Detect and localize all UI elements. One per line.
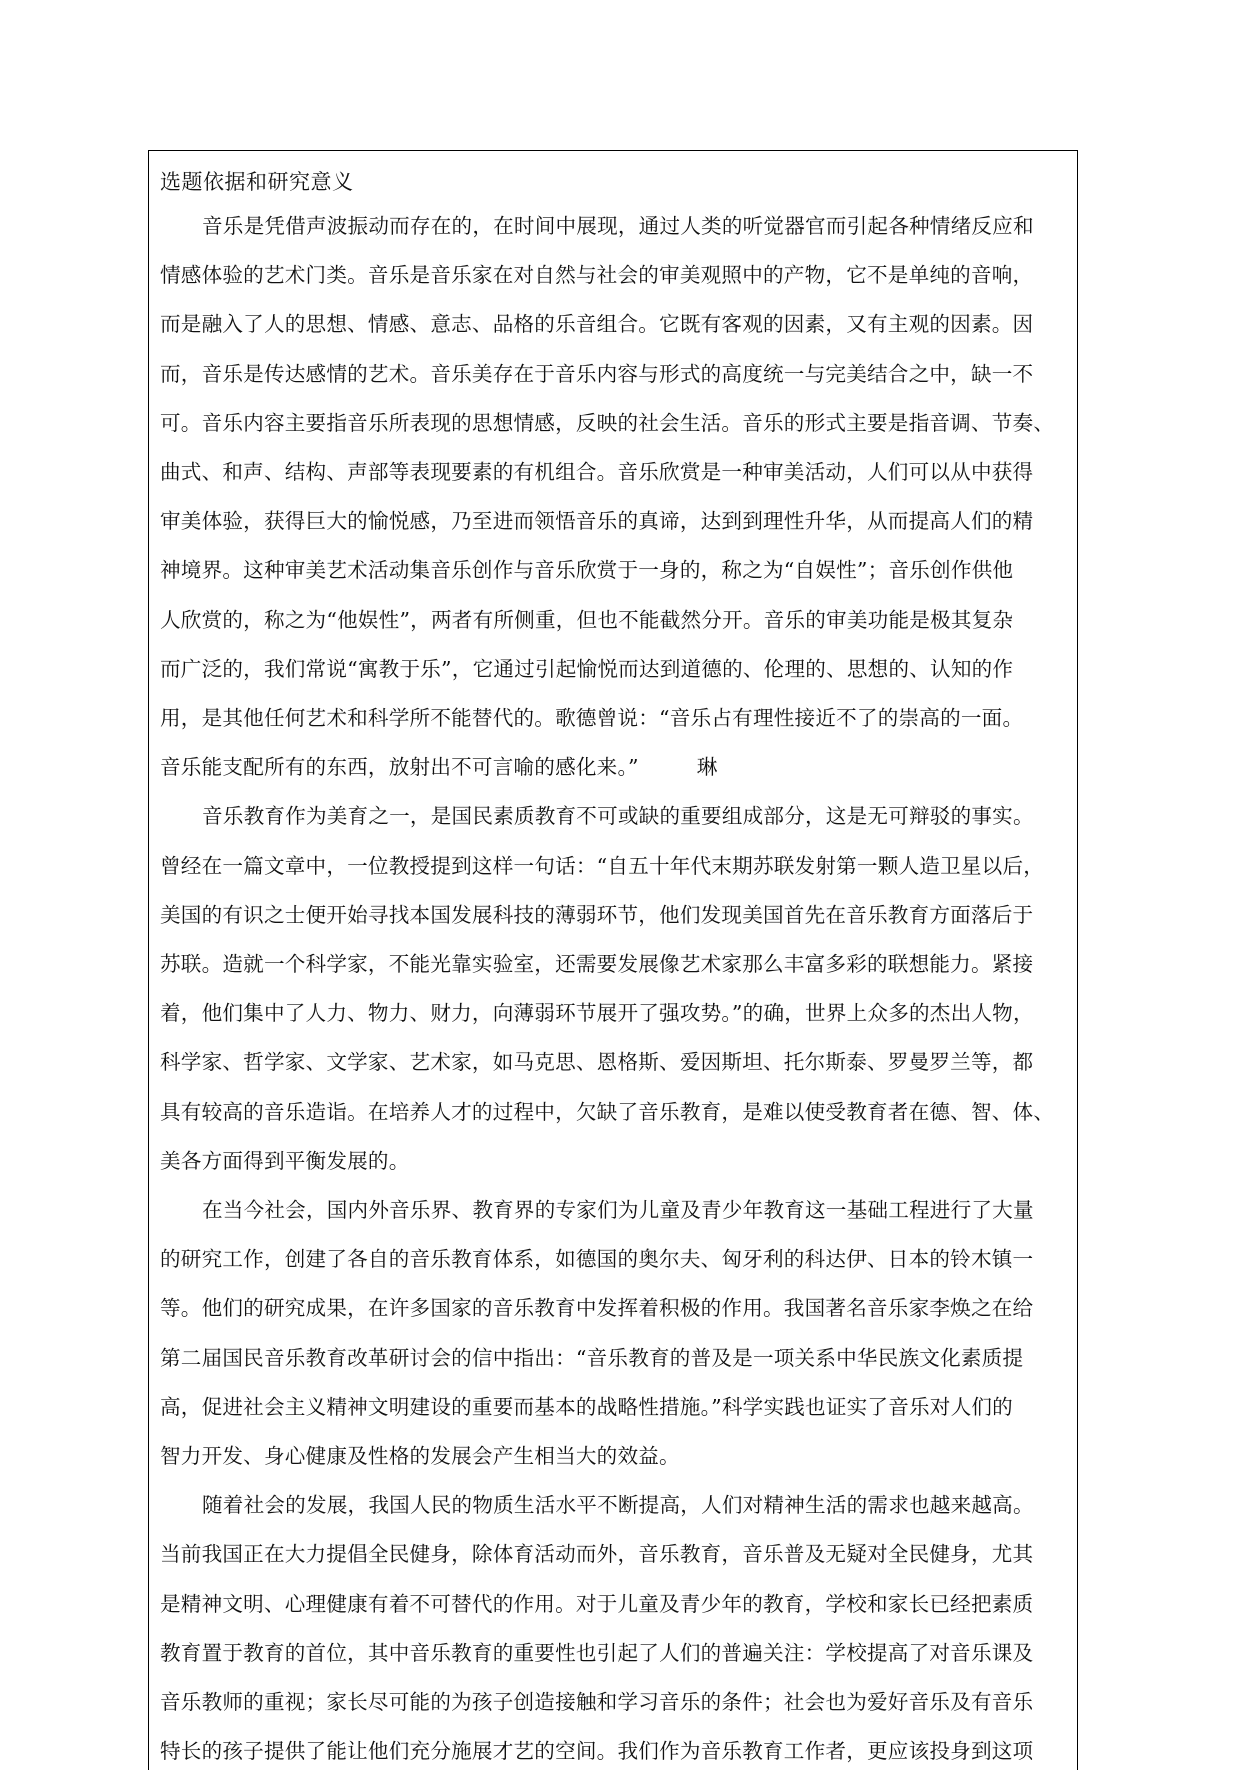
paragraph-line: 是精神文明、心理健康有着不可替代的作用。对于儿童及青少年的教育，学校和家长已经把素质 (160, 1591, 1034, 1616)
paragraph-line: 曲式、和声、结构、声部等表现要素的有机组合。音乐欣赏是一种审美活动，人们可以从中获得 (160, 460, 1034, 485)
paragraph-line: 等。他们的研究成果，在许多国家的音乐教育中发挥着积极的作用。我国著名音乐家李焕之在给 (160, 1296, 1034, 1321)
paragraph-line: 美各方面得到平衡发展的。 (160, 1148, 410, 1173)
tail-mark: 琳 (696, 755, 718, 780)
paragraph-1 (160, 202, 1078, 792)
paragraph-line: 当前我国正在大力提倡全民健身，除体育活动而外，音乐教育，音乐普及无疑对全民健身，尤其 (160, 1542, 1034, 1567)
paragraph-line: 在当今社会，国内外音乐界、教育界的专家们为儿童及青少年教育这一基础工程进行了大量 (202, 1198, 1034, 1223)
paragraph-line: 而是融入了人的思想、情感、意志、品格的乐音组合。它既有客观的因素，又有主观的因素。因 (160, 312, 1034, 337)
paragraph-line: 音乐教育作为美育之一，是国民素质教育不可或缺的重要组成部分，这是无可辩驳的事实。 (202, 804, 1034, 829)
section-title: 选题依据和研究意义 (160, 170, 354, 194)
paragraph-line: 音乐能支配所有的东西，放射出不可言喻的感化来。” 琳 (160, 755, 718, 780)
paragraph-line: 第二届国民音乐教育改革研讨会的信中指出：“音乐教育的普及是一项关系中华民族文化素质提 (160, 1345, 1024, 1370)
paragraph-3 (160, 1186, 1078, 1481)
paragraph-line: 科学家、哲学家、文学家、艺术家，如马克思、恩格斯、爱因斯坦、托尔斯泰、罗曼罗兰等，都 (160, 1050, 1034, 1075)
paragraph-line: 特长的孩子提供了能让他们充分施展才艺的空间。我们作为音乐教育工作者，更应该投身到这项 (160, 1739, 1034, 1764)
paragraph-line: 音乐是凭借声波振动而存在的，在时间中展现，通过人类的听觉器官而引起各种情绪反应和 (202, 214, 1034, 238)
paragraph-line: 可。音乐内容主要指音乐所表现的思想情感，反映的社会生活。音乐的形式主要是指音调、节奏、 (160, 410, 1055, 435)
paragraph-line: 高，促进社会主义精神文明建设的重要而基本的战略性措施。”科学实践也证实了音乐对人们的 (160, 1394, 1013, 1419)
paragraph-line: 神境界。这种审美艺术活动集音乐创作与音乐欣赏于一身的，称之为“自娱性”；音乐创作供他 (160, 558, 1014, 583)
paragraph-line: 具有较高的音乐造诣。在培养人才的过程中，欠缺了音乐教育，是难以使受教育者在德、智、体、 (160, 1099, 1055, 1124)
paragraph-line: 的研究工作，创建了各自的音乐教育体系，如德国的奥尔夫、匈牙利的科达伊、日本的铃木镇一 (160, 1247, 1034, 1272)
paragraph-line: 智力开发、身心健康及性格的发展会产生相当大的效益。 (160, 1444, 680, 1469)
paragraph-line: 用，是其他任何艺术和科学所不能替代的。歌德曾说：“音乐占有理性接近不了的崇高的一面。 (160, 706, 1024, 731)
paragraph-line: 教育置于教育的首位，其中音乐教育的重要性也引起了人们的普遍关注：学校提高了对音乐课及 (160, 1640, 1034, 1665)
document-content (160, 162, 1078, 1777)
paragraph-line: 而，音乐是传达感情的艺术。音乐美存在于音乐内容与形式的高度统一与完美结合之中，缺一不 (160, 361, 1034, 386)
paragraph-2 (160, 792, 1078, 1186)
paragraph-line: 随着社会的发展，我国人民的物质生活水平不断提高，人们对精神生活的需求也越来越高。 (202, 1493, 1034, 1518)
paragraph-4 (160, 1481, 1078, 1776)
paragraph-line: 人欣赏的，称之为“他娱性”，两者有所侧重，但也不能截然分开。音乐的审美功能是极其复杂 (160, 607, 1014, 632)
paragraph-line: 曾经在一篇文章中，一位教授提到这样一句话：“自五十年代末期苏联发射第一颗人造卫星以后， (160, 853, 1045, 878)
paragraph-line: 而广泛的，我们常说“寓教于乐”，它通过引起愉悦而达到道德的、伦理的、思想的、认知的作 (160, 656, 1014, 681)
paragraph-line: 音乐教师的重视；家长尽可能的为孩子创造接触和学习音乐的条件；社会也为爱好音乐及有音乐 (160, 1690, 1034, 1715)
paragraph-line: 美国的有识之士便开始寻找本国发展科技的薄弱环节，他们发现美国首先在音乐教育方面落后于 (160, 902, 1034, 927)
paragraph-line: 苏联。造就一个科学家，不能光靠实验室，还需要发展像艺术家那么丰富多彩的联想能力。紧接 (160, 952, 1034, 977)
paragraph-line: 审美体验，获得巨大的愉悦感，乃至进而领悟音乐的真谛，达到到理性升华，从而提高人们的精 (160, 509, 1034, 534)
paragraph-line: 情感体验的艺术门类。音乐是音乐家在对自然与社会的审美观照中的产物，它不是单纯的音响， (160, 263, 1034, 288)
paragraph-line: 着，他们集中了人力、物力、财力，向薄弱环节展开了强攻势。”的确，世界上众多的杰出人物， (160, 1001, 1034, 1026)
